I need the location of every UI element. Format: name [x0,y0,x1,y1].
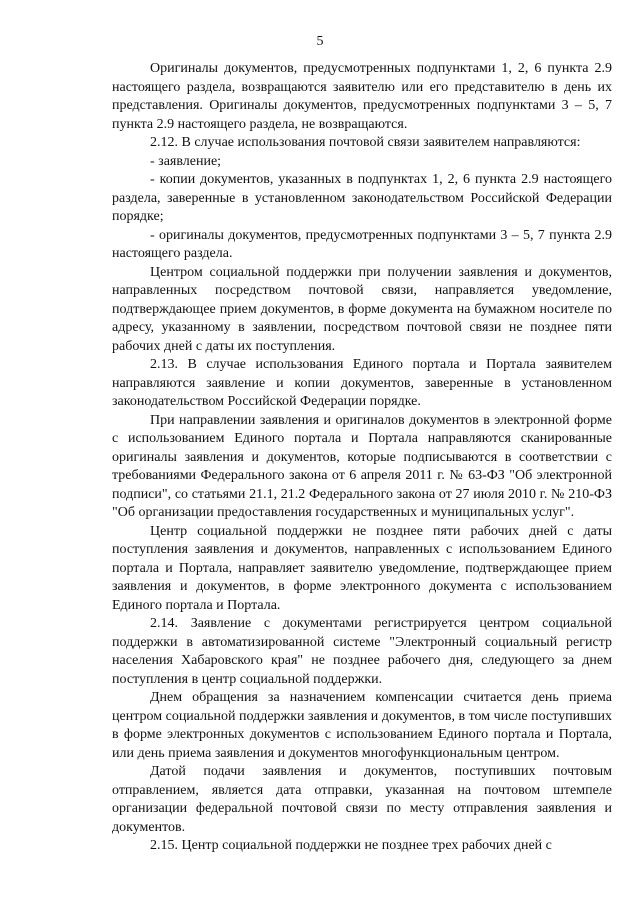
paragraph-list-item-copies: - копии документов, указанных в подпунктах 1, 2, 6 пункта 2.9 настоящего раздела, заверенные в установленном законодательством Российской Федерации порядке; [112,172,612,224]
paragraph-2-15: 2.15. Центр социальной поддержки не позднее трех рабочих дней с [150,838,552,853]
page-number: 5 [316,34,324,49]
paragraph-2-12-heading: 2.12. В случае использования почтовой связи заявителем направляются: [150,135,581,150]
paragraph-2-14: 2.14. Заявление с документами регистрируется центром социальной поддержки в автоматизированной системе "Электронный социальный регистр населения Хабаровского края" не позднее рабочего дня, следующего за днем поступления в центр социальной поддержки. [112,616,612,687]
paragraph-postal-date: Датой подачи заявления и документов, поступивших почтовым отправлением, является дата отправки, указанная на почтовом штемпеле организации федеральной почтовой связи по месту отправления заявления и документов. [112,764,612,835]
paragraph-2-13: 2.13. В случае использования Единого портала и Портала заявителем направляются заявление и копии документов, заверенные в установленном законодательством Российской Федерации порядке. [112,357,612,409]
paragraph-list-item-application: - заявление; [150,153,222,169]
paragraph-originals-returned: Оригиналы документов, предусмотренных подпунктами 1, 2, 6 пункта 2.9 настоящего раздела, возвращаются заявителю или его представителю в день их представления. Оригиналы документов, предусмотренных подпунктами 3 – 5, 7 пункта 2.9 настоящего раздела, не возвращаются. [112,61,612,132]
paragraph-postal-notification: Центром социальной поддержки при получении заявления и документов, направленных посредством почтовой связи, направляется уведомление, подтверждающее прием документов, в форме документа на бумажном носителе по адресу, указанному в заявлении, посредством почтовой связи не позднее пяти рабочих дней с даты их поступления. [112,264,612,354]
paragraph-list-item-originals: - оригиналы документов, предусмотренных подпунктами 3 – 5, 7 пункта 2.9 настоящего раздела. [112,227,612,261]
paragraph-electronic-submission: При направлении заявления и оригиналов документов в электронной форме с использованием Единого портала и Портала направляются сканированные оригиналы заявления и документов, которые подписываются в соответствии с требованиями Федерального закона от 6 апреля 2011 г. № 63-ФЗ "Об электронной подписи", со статьями 21.1, 21.2 Федерального закона от 27 июля 2010 г. № 210-ФЗ "Об организации предоставления государственных и муниципальных услуг". [112,412,612,520]
paragraph-application-date: Днем обращения за назначением компенсации считается день приема центром социальной поддержки заявления и документов, в том числе поступивших в форме электронных документов с использованием Единого портала и Портала, или день приема заявления и документов многофункциональным центром. [112,690,612,761]
paragraph-electronic-notification: Центр социальной поддержки не позднее пяти рабочих дней с даты поступления заявления и документов, направленных с использованием Единого портала и Портала, направляет заявителю уведомление, подтверждающее прием заявления и документов, в форме электронного документа с использованием Единого портала и Портала. [112,523,612,613]
document-body [112,60,612,856]
